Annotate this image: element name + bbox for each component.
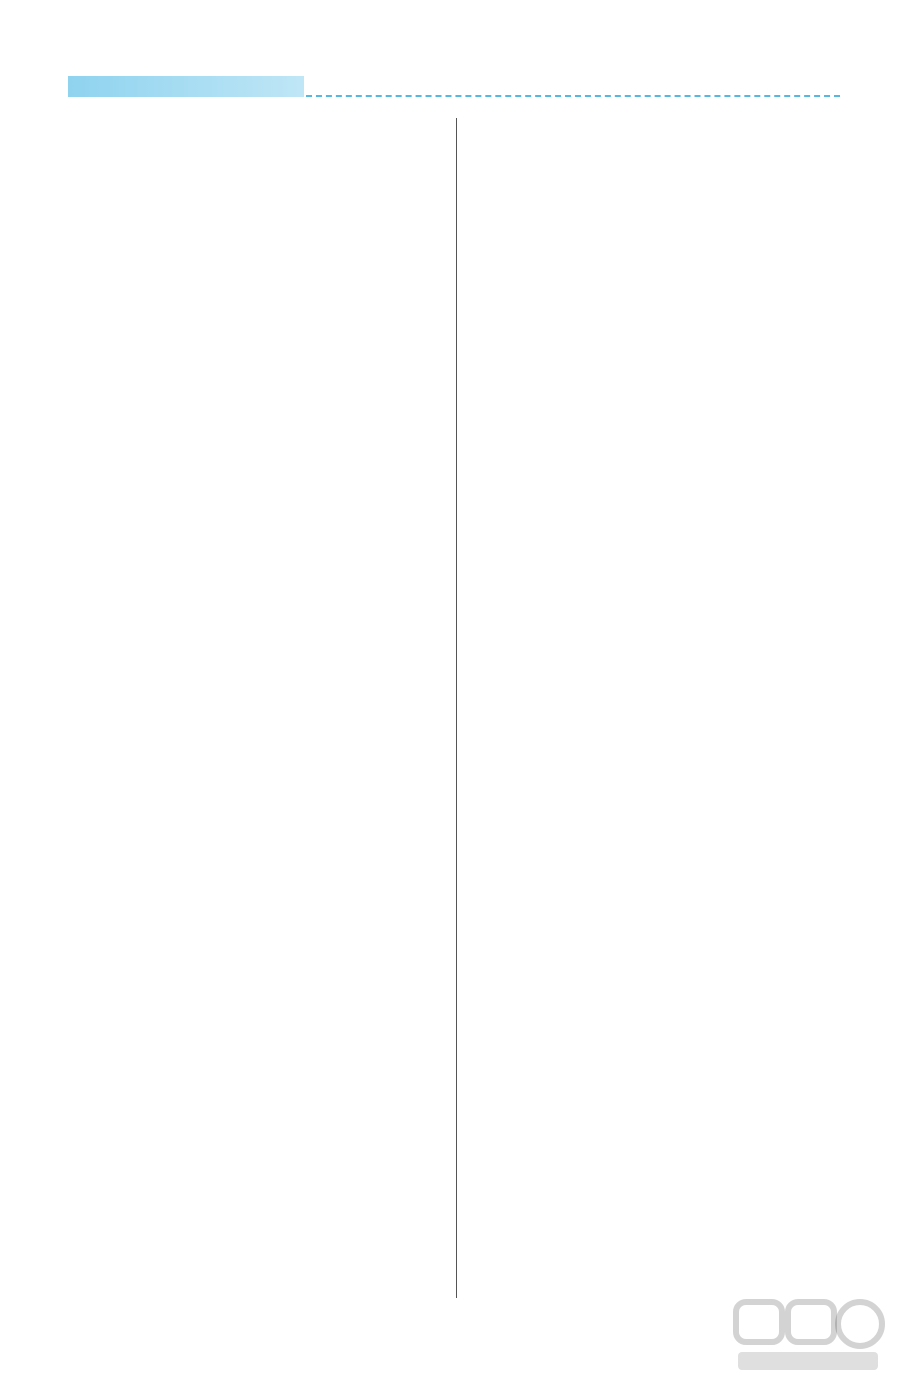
header-divider — [306, 95, 840, 97]
answer-logo-icon — [728, 1296, 888, 1376]
header-band — [68, 76, 304, 97]
column-divider — [456, 118, 457, 1298]
